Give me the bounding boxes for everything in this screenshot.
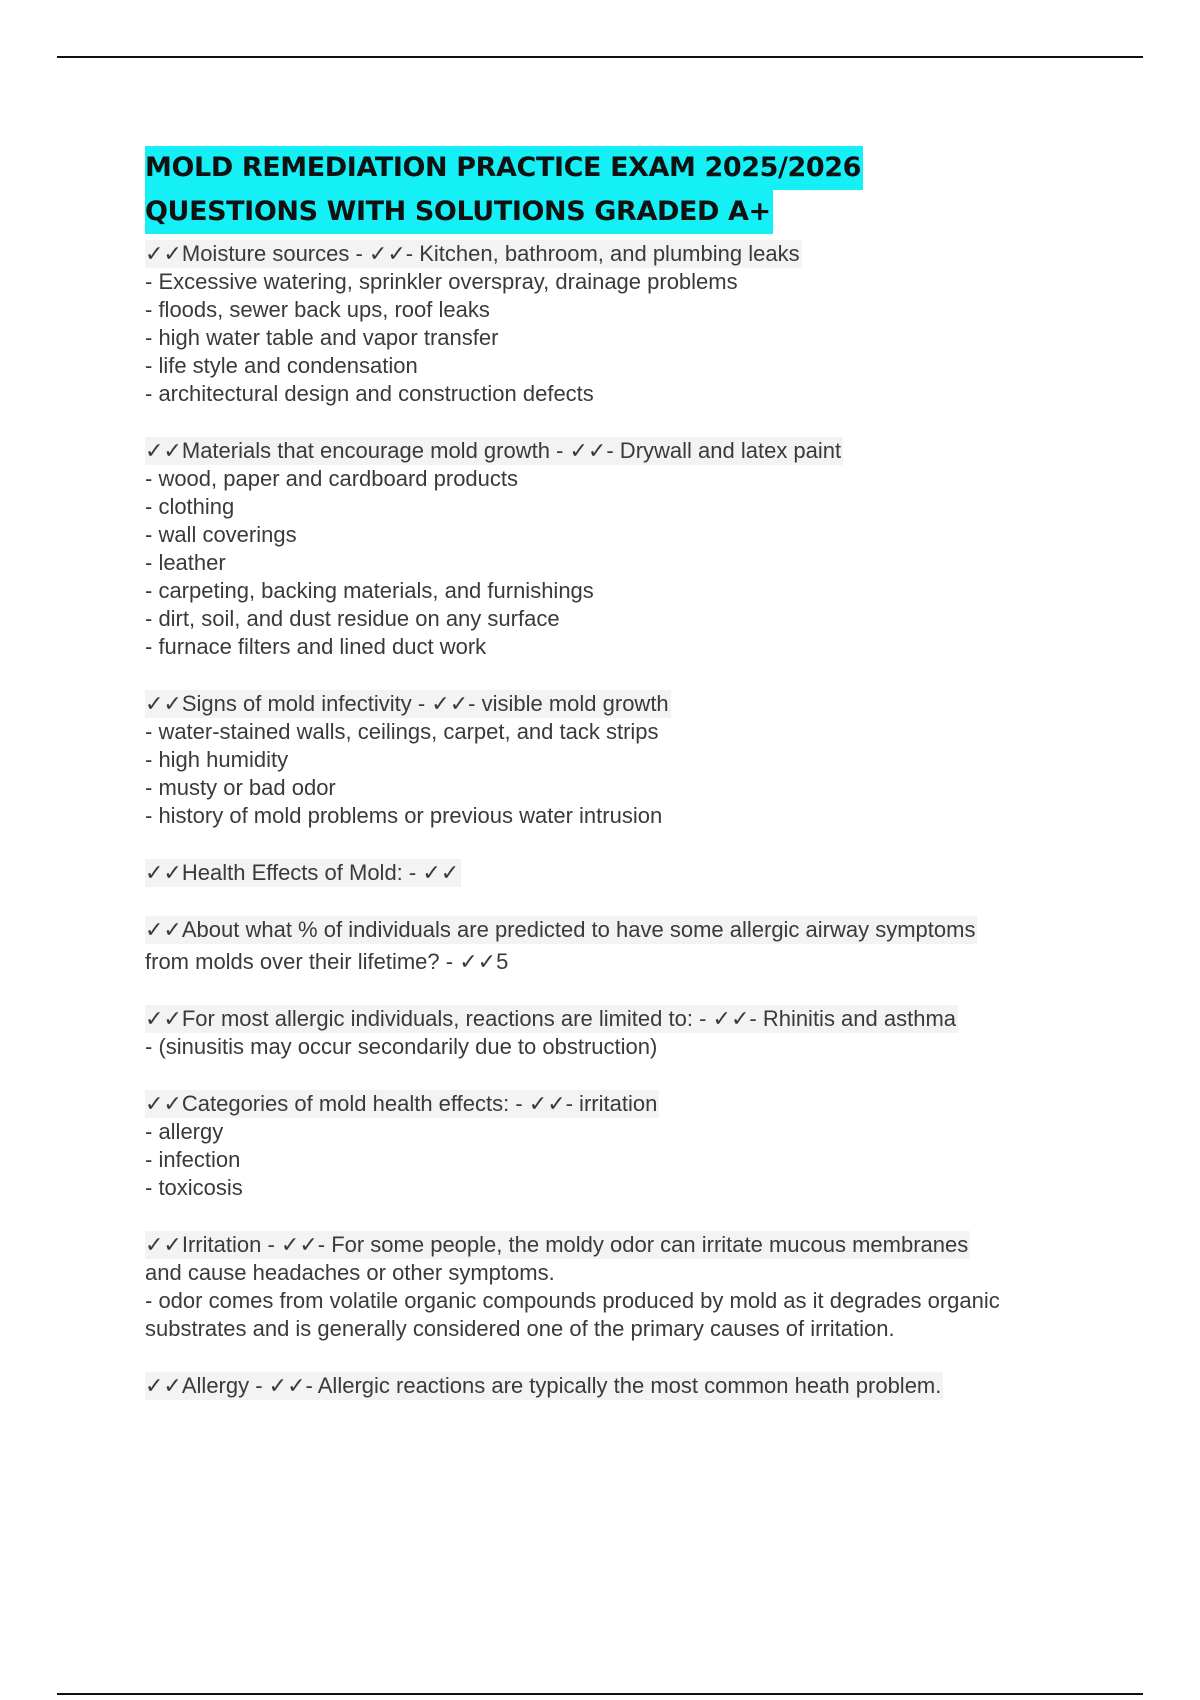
title-line-1: MOLD REMEDIATION PRACTICE EXAM 2025/2026 [145, 146, 863, 190]
qa-item-allergy [145, 1372, 1105, 1400]
answer-line: - floods, sewer back ups, roof leaks [145, 297, 490, 322]
answer-line: - Excessive watering, sprinkler overspray, drainage problems [145, 269, 738, 294]
qa-item-materials [145, 437, 1105, 661]
qa-item-health-effects [145, 859, 1105, 887]
answer-line: - infection [145, 1147, 241, 1172]
footer-rule [57, 1693, 1143, 1695]
qa-item-irritation [145, 1231, 1105, 1343]
document-body [145, 146, 1105, 1429]
question-line: ✓✓Categories of mold health effects: - ✓✓- irritation [145, 1091, 658, 1116]
question-line: ✓✓Signs of mold infectivity - ✓✓- visible mold growth [145, 691, 669, 716]
title-line-2: QUESTIONS WITH SOLUTIONS GRADED A+ [145, 190, 773, 234]
qa-item-allergic-reactions [145, 1005, 1105, 1061]
answer-line: substrates and is generally considered one of the primary causes of irritation. [145, 1316, 895, 1341]
question-line: ✓✓Allergy - ✓✓- Allergic reactions are typically the most common heath problem. [145, 1373, 942, 1398]
answer-line: - odor comes from volatile organic compounds produced by mold as it degrades organic [145, 1288, 1000, 1313]
answer-line: - allergy [145, 1119, 224, 1144]
answer-line: from molds over their lifetime? - ✓✓5 [145, 949, 509, 974]
document-title [145, 146, 1105, 234]
answer-line: - dirt, soil, and dust residue on any surface [145, 606, 560, 631]
qa-item-allergic-percent [145, 916, 1105, 976]
question-line: ✓✓Moisture sources - ✓✓- Kitchen, bathroom, and plumbing leaks [145, 241, 800, 266]
answer-line: - wood, paper and cardboard products [145, 466, 519, 491]
answer-line: - life style and condensation [145, 353, 418, 378]
answer-line: - high humidity [145, 747, 289, 772]
answer-line: - furnace filters and lined duct work [145, 634, 487, 659]
answer-line: - wall coverings [145, 522, 297, 547]
answer-line: - carpeting, backing materials, and furnishings [145, 578, 594, 603]
question-line: ✓✓Materials that encourage mold growth - ✓✓- Drywall and latex paint [145, 438, 842, 463]
answer-line: - leather [145, 550, 226, 575]
answer-line: - (sinusitis may occur secondarily due to obstruction) [145, 1034, 658, 1059]
qa-item-signs [145, 690, 1105, 830]
answer-line: - high water table and vapor transfer [145, 325, 499, 350]
question-line: ✓✓For most allergic individuals, reactions are limited to: - ✓✓- Rhinitis and asthma [145, 1006, 957, 1031]
answer-line: and cause headaches or other symptoms. [145, 1260, 555, 1285]
header-rule [57, 56, 1143, 58]
qa-item-categories [145, 1090, 1105, 1202]
answer-line: - musty or bad odor [145, 775, 336, 800]
answer-line: - architectural design and construction defects [145, 381, 594, 406]
answer-line: - toxicosis [145, 1175, 243, 1200]
question-line: ✓✓About what % of individuals are predicted to have some allergic airway symptoms [145, 917, 976, 942]
answer-line: - history of mold problems or previous water intrusion [145, 803, 663, 828]
question-line: ✓✓Health Effects of Mold: - ✓✓ [145, 860, 460, 885]
qa-item-moisture-sources [145, 240, 1105, 408]
answer-line: - clothing [145, 494, 235, 519]
question-line: ✓✓Irritation - ✓✓- For some people, the moldy odor can irritate mucous membranes [145, 1232, 969, 1257]
answer-line: - water-stained walls, ceilings, carpet, and tack strips [145, 719, 659, 744]
